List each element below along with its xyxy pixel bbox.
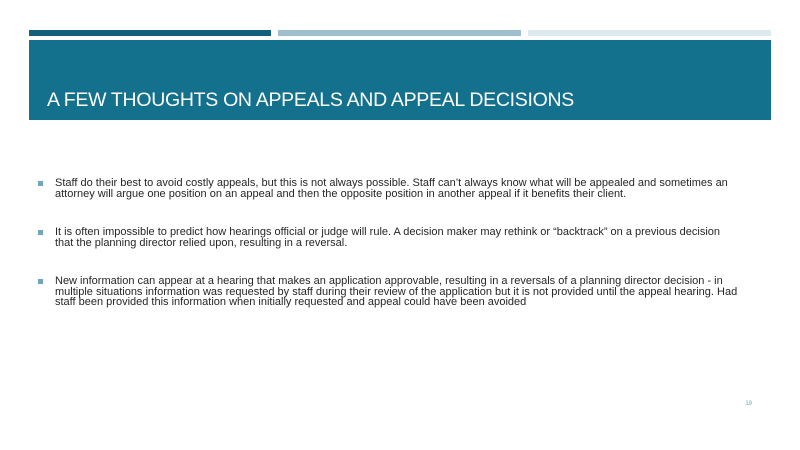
slide-title: A FEW THOUGHTS ON APPEALS AND APPEAL DECISIONS [47,89,574,111]
bullet-item [38,276,738,308]
bullet-item [38,178,738,199]
square-bullet-icon [38,279,43,284]
square-bullet-icon [38,181,43,186]
square-bullet-icon [38,230,43,235]
bullet-text: New information can appear at a hearing that makes an application approvable, resulting in a reversals of a planning director decision - in multiple situations information was requested by staff during their review of the application but it is not provided until the appeal hearing. Had staff been provided this information when initially requested and appeal could have been avoided [55,275,738,308]
bullet-text: It is often impossible to predict how hearings official or judge will rule. A decision maker may rethink or “backtrack” on a previous decision that the planning director relied upon, resulting in a reversal. [55,226,721,249]
bullet-list [38,178,738,308]
accent-bar-dark [29,30,271,36]
title-band [29,40,771,120]
page-number: 19 [745,401,752,407]
accent-bar-light [528,30,771,36]
accent-bar-mid [278,30,521,36]
bullet-text: Staff do their best to avoid costly appeals, but this is not always possible. Staff can’t always know what will be appealed and sometimes an attorney will argue one position on an appeal and then the opposite position in another appeal if it benefits their client. [55,177,728,200]
bullet-item [38,227,738,248]
